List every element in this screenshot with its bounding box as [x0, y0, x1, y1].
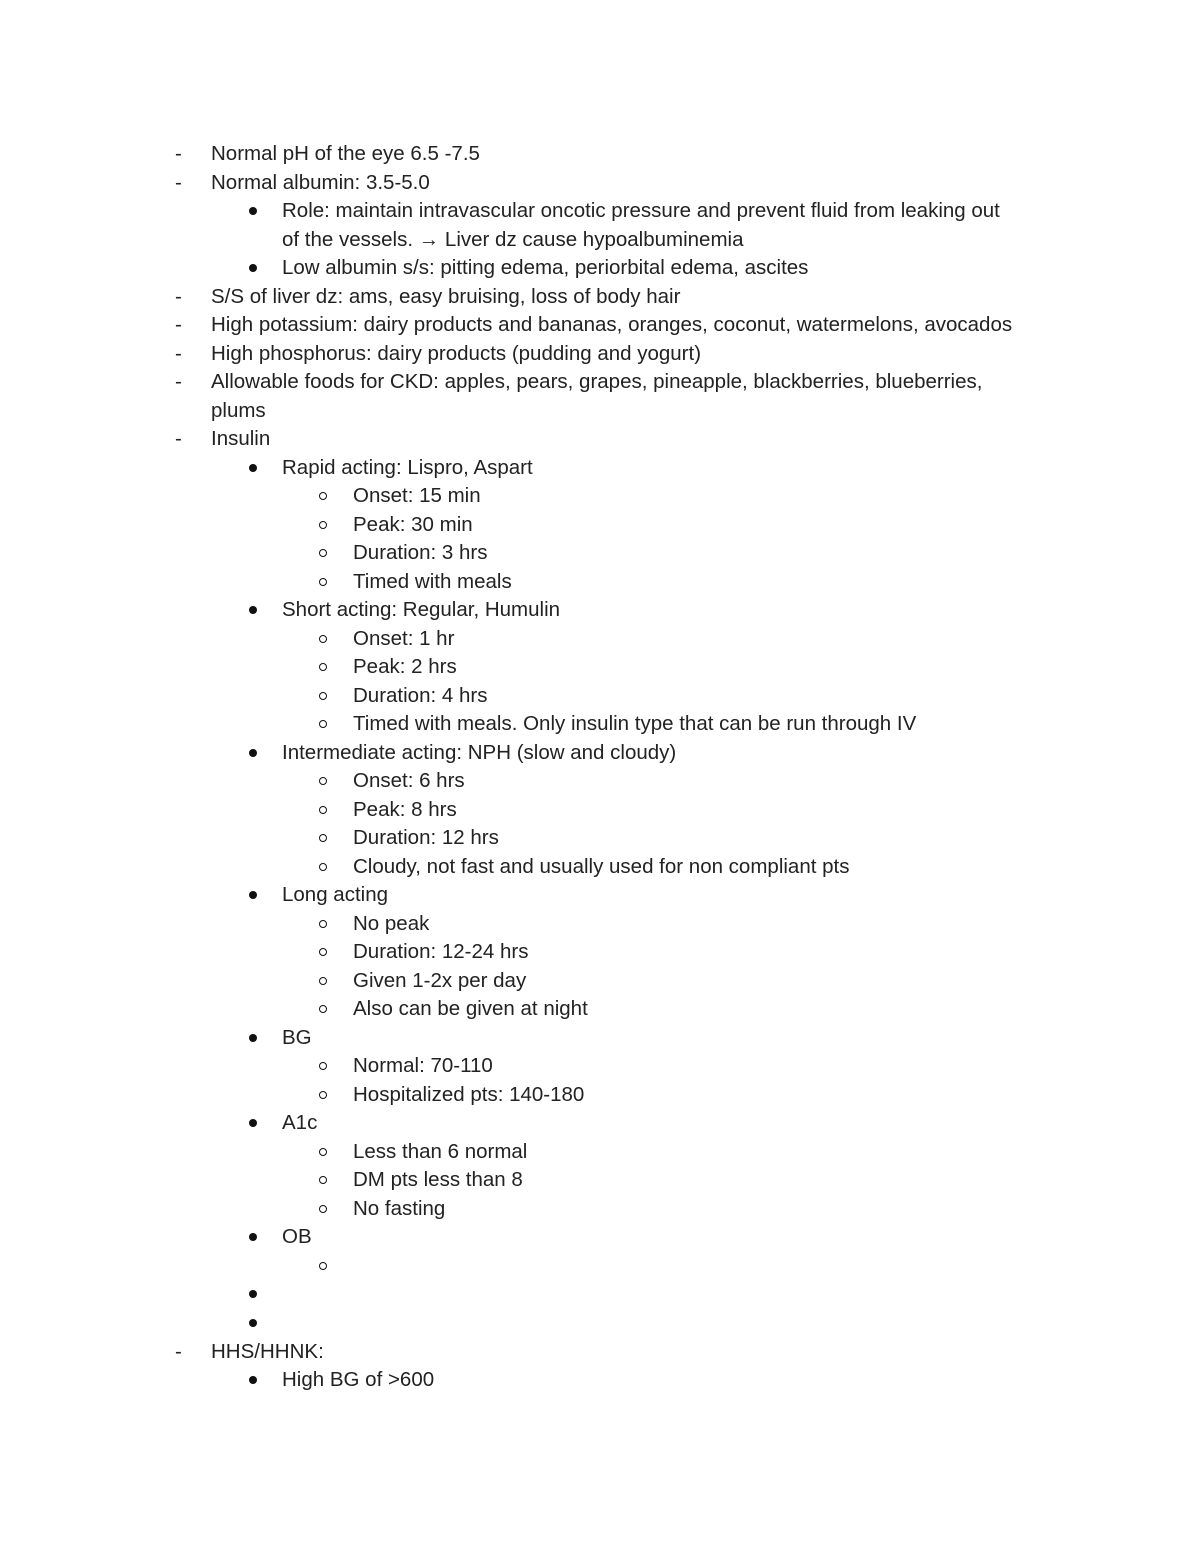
bullet-disc-icon [248, 1366, 260, 1395]
list-item-text: A1c [282, 1111, 318, 1134]
bullet-disc-icon [248, 1280, 260, 1309]
list-item [353, 938, 528, 967]
list-item [175, 340, 702, 369]
list-item-text: Peak: 30 min [353, 513, 473, 536]
bullet-circle-icon [319, 967, 331, 996]
list-item [353, 682, 487, 711]
dash-marker: - [175, 285, 182, 308]
list-item [353, 653, 457, 682]
list-item [353, 1166, 523, 1195]
list-item-text: Timed with meals [353, 570, 512, 593]
list-item [282, 1366, 434, 1395]
bullet-disc-icon [248, 1109, 260, 1138]
list-item [353, 539, 487, 568]
list-item-text: HHS/HHNK: [211, 1340, 324, 1363]
list-item-text: Normal pH of the eye 6.5 -7.5 [211, 142, 480, 165]
list-item-text: Normal albumin: 3.5-5.0 [211, 171, 430, 194]
bullet-circle-icon [319, 1252, 331, 1281]
bullet-circle-icon [319, 910, 331, 939]
dash-marker: - [175, 1340, 182, 1363]
list-item-text: Given 1-2x per day [353, 969, 527, 992]
bullet-circle-icon [319, 568, 331, 597]
list-item-text: Insulin [211, 427, 271, 450]
bullet-circle-icon [319, 1052, 331, 1081]
list-item [282, 596, 560, 625]
list-item [353, 1052, 493, 1081]
list-item-text: Intermediate acting: NPH (slow and cloudy) [282, 741, 677, 764]
list-item-text: S/S of liver dz: ams, easy bruising, loss of body hair [211, 285, 681, 308]
list-item [175, 1338, 324, 1367]
list-item [353, 482, 481, 511]
list-item-text: Cloudy, not fast and usually used for non compliant pts [353, 855, 850, 878]
bullet-circle-icon [319, 710, 331, 739]
list-item-text: of the vessels. → Liver dz cause hypoalbuminemia [282, 228, 744, 251]
list-item [353, 568, 512, 597]
list-item-text: Less than 6 normal [353, 1140, 528, 1163]
bullet-disc-icon [248, 254, 260, 283]
list-item-text: Duration: 4 hrs [353, 684, 488, 707]
bullet-circle-icon [319, 1138, 331, 1167]
list-item-text: Duration: 12-24 hrs [353, 940, 529, 963]
bullet-disc-icon [248, 454, 260, 483]
list-item [353, 910, 429, 939]
list-item-text: High BG of >600 [282, 1368, 435, 1391]
dash-marker: - [175, 313, 182, 336]
list-item-text: Long acting [282, 883, 389, 906]
bullet-circle-icon [319, 1081, 331, 1110]
list-item-text: DM pts less than 8 [353, 1168, 523, 1191]
bullet-circle-icon [319, 995, 331, 1024]
bullet-circle-icon [319, 767, 331, 796]
list-item [175, 140, 480, 169]
dash-marker: - [175, 427, 182, 450]
dash-marker: - [175, 142, 182, 165]
list-item [353, 511, 473, 540]
list-item-text: plums [211, 399, 266, 422]
list-item-text: BG [282, 1026, 312, 1049]
list-item-text: Role: maintain intravascular oncotic pressure and prevent fluid from leaking out [282, 199, 1000, 222]
bullet-circle-icon [319, 824, 331, 853]
list-item-text: Timed with meals. Only insulin type that can be run through IV [353, 712, 917, 735]
list-item-text: Allowable foods for CKD: apples, pears, grapes, pineapple, blackberries, blueberries, [211, 370, 983, 393]
list-item-text: Peak: 2 hrs [353, 655, 457, 678]
list-item [175, 283, 681, 312]
list-item [353, 995, 588, 1024]
list-item-text: Duration: 12 hrs [353, 826, 499, 849]
dash-marker: - [175, 171, 182, 194]
list-item [282, 881, 388, 910]
bullet-circle-icon [319, 1166, 331, 1195]
list-item-text: Rapid acting: Lispro, Aspart [282, 456, 533, 479]
bullet-circle-icon [319, 511, 331, 540]
list-item-text: No fasting [353, 1197, 446, 1220]
list-item [175, 368, 983, 397]
list-item [353, 767, 465, 796]
dash-marker: - [175, 342, 182, 365]
bullet-circle-icon [319, 482, 331, 511]
list-item-text: High phosphorus: dairy products (pudding and yogurt) [211, 342, 702, 365]
list-item-text: Duration: 3 hrs [353, 541, 488, 564]
bullet-circle-icon [319, 938, 331, 967]
bullet-disc-icon [248, 197, 260, 226]
list-item [353, 853, 849, 882]
list-item [175, 425, 271, 454]
list-item [175, 311, 1013, 340]
list-item-text: Normal: 70-110 [353, 1054, 493, 1077]
bullet-disc-icon [248, 739, 260, 768]
list-item [282, 197, 1000, 226]
bullet-disc-icon [248, 1024, 260, 1053]
list-item [353, 1138, 527, 1167]
list-item-continuation [282, 226, 743, 255]
bullet-disc-icon [248, 596, 260, 625]
bullet-circle-icon [319, 853, 331, 882]
bullet-circle-icon [319, 1195, 331, 1224]
list-item-text: Low albumin s/s: pitting edema, periorbital edema, ascites [282, 256, 809, 279]
list-item [353, 625, 454, 654]
list-item-text: Onset: 1 hr [353, 627, 455, 650]
bullet-circle-icon [319, 653, 331, 682]
dash-marker: - [175, 370, 182, 393]
list-item [353, 1081, 584, 1110]
list-item [353, 824, 499, 853]
list-item [175, 169, 430, 198]
list-item [353, 1195, 445, 1224]
list-item-text: High potassium: dairy products and bananas, oranges, coconut, watermelons, avocados [211, 313, 1013, 336]
list-item-text: Onset: 6 hrs [353, 769, 465, 792]
list-item-text: Onset: 15 min [353, 484, 481, 507]
list-item [353, 710, 916, 739]
bullet-circle-icon [319, 625, 331, 654]
list-item-text: No peak [353, 912, 430, 935]
list-item [282, 739, 676, 768]
list-item-text: Also can be given at night [353, 997, 588, 1020]
list-item-text: OB [282, 1225, 312, 1248]
list-item [353, 967, 526, 996]
list-item-continuation [211, 397, 266, 426]
bullet-circle-icon [319, 682, 331, 711]
list-item-text: Short acting: Regular, Humulin [282, 598, 561, 621]
list-item-text: Peak: 8 hrs [353, 798, 457, 821]
bullet-disc-icon [248, 881, 260, 910]
list-item-text: Hospitalized pts: 140-180 [353, 1083, 585, 1106]
list-item [282, 454, 533, 483]
bullet-disc-icon [248, 1223, 260, 1252]
list-item [282, 1109, 317, 1138]
list-item [282, 254, 808, 283]
list-item [282, 1223, 312, 1252]
list-item [282, 1024, 312, 1053]
bullet-disc-icon [248, 1309, 260, 1338]
bullet-circle-icon [319, 796, 331, 825]
bullet-circle-icon [319, 539, 331, 568]
list-item [353, 796, 457, 825]
